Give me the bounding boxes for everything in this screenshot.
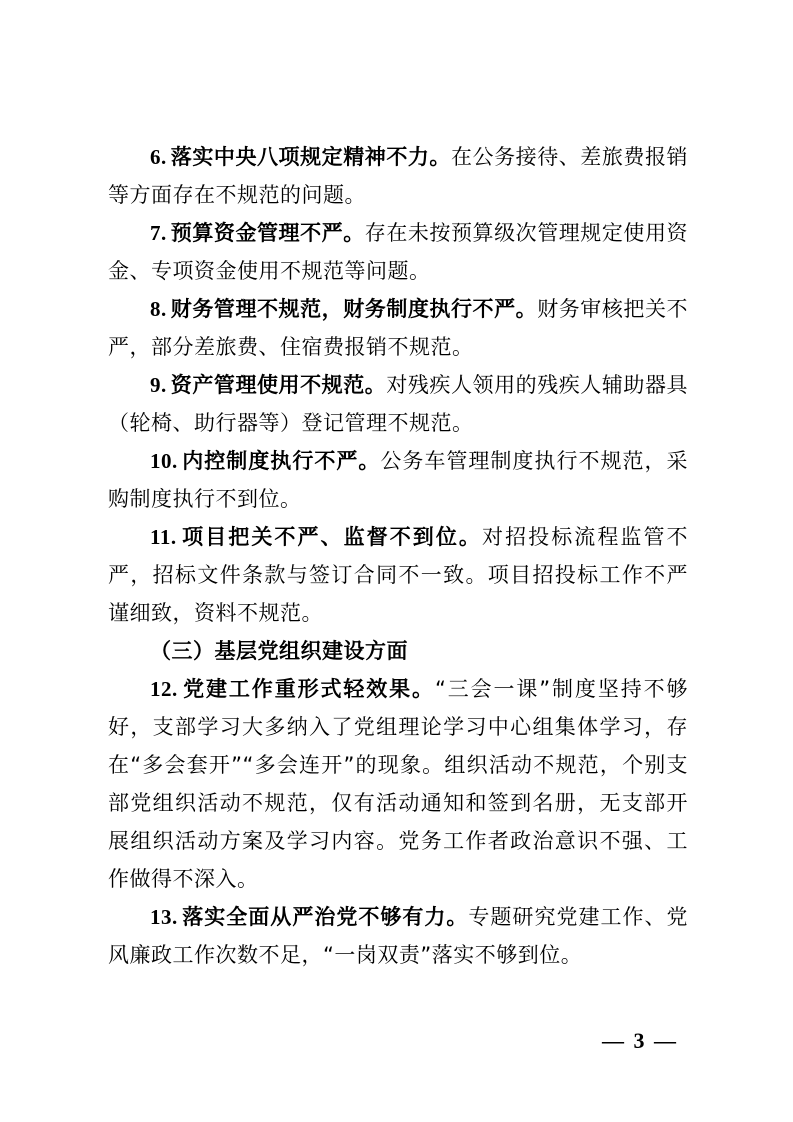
item-lead: 落实全面从严治党不够有力。: [181, 905, 469, 929]
item-number: 13.: [150, 905, 178, 929]
item-lead: 财务管理不规范，财务制度执行不严。: [170, 297, 538, 321]
item-lead: 内控制度执行不严。: [181, 449, 381, 473]
item-lead: 预算资金管理不严。: [170, 221, 365, 245]
list-item-11: [108, 518, 688, 632]
list-item-6: [108, 138, 688, 214]
item-lead: 落实中央八项规定精神不力。: [170, 145, 451, 169]
item-text: 对残疾人领用的残疾人辅助器具（轮椅、助行器等）登记管理不规范。: [108, 373, 689, 435]
item-number: 10.: [150, 449, 178, 473]
item-lead: 资产管理使用不规范。: [170, 373, 387, 397]
list-item-10: [108, 442, 688, 518]
list-item-9: [108, 366, 688, 442]
item-number: 6.: [150, 145, 167, 169]
item-number: 9.: [150, 373, 167, 397]
item-number: 8.: [150, 297, 167, 321]
list-item-13: [108, 898, 688, 974]
item-lead: 项目把关不严、监督不到位。: [180, 525, 482, 549]
document-body: [108, 138, 688, 974]
page-number: — 3 —: [602, 1028, 678, 1053]
item-text: 对招投标流程监管不严，招标文件条款与签订合同不一致。项目招投标工作不严谨细致，资料不规范。: [108, 525, 689, 625]
item-text: 存在未按预算级次管理规定使用资金、专项资金使用不规范等问题。: [108, 221, 689, 283]
section-heading: （三）基层党组织建设方面: [150, 639, 408, 663]
item-text: “三会一课”制度坚持不够好，支部学习大多纳入了党组理论学习中心组集体学习，存在“多会套开”“多会连开”的现象。组织活动不规范，个别支部党组织活动不规范，仅有活动通知和签到名册，无支部开展组织活动方案及学习内容。党务工作者政治意识不强、工作做得不深入。: [108, 677, 688, 891]
item-number: 11.: [150, 525, 177, 549]
list-item-7: [108, 214, 688, 290]
item-text: 公务车管理制度执行不规范，采购制度执行不到位。: [108, 449, 688, 511]
item-text: 专题研究党建工作、党风廉政工作次数不足，“一岗双责”落实不够到位。: [108, 905, 689, 967]
item-lead: 党建工作重形式轻效果。: [181, 677, 435, 701]
item-text: 在公务接待、差旅费报销等方面存在不规范的问题。: [108, 145, 689, 207]
item-number: 12.: [150, 677, 178, 701]
item-text: 财务审核把关不严，部分差旅费、住宿费报销不规范。: [108, 297, 688, 359]
list-item-8: [108, 290, 688, 366]
list-item-12: [108, 670, 688, 898]
item-number: 7.: [150, 221, 167, 245]
